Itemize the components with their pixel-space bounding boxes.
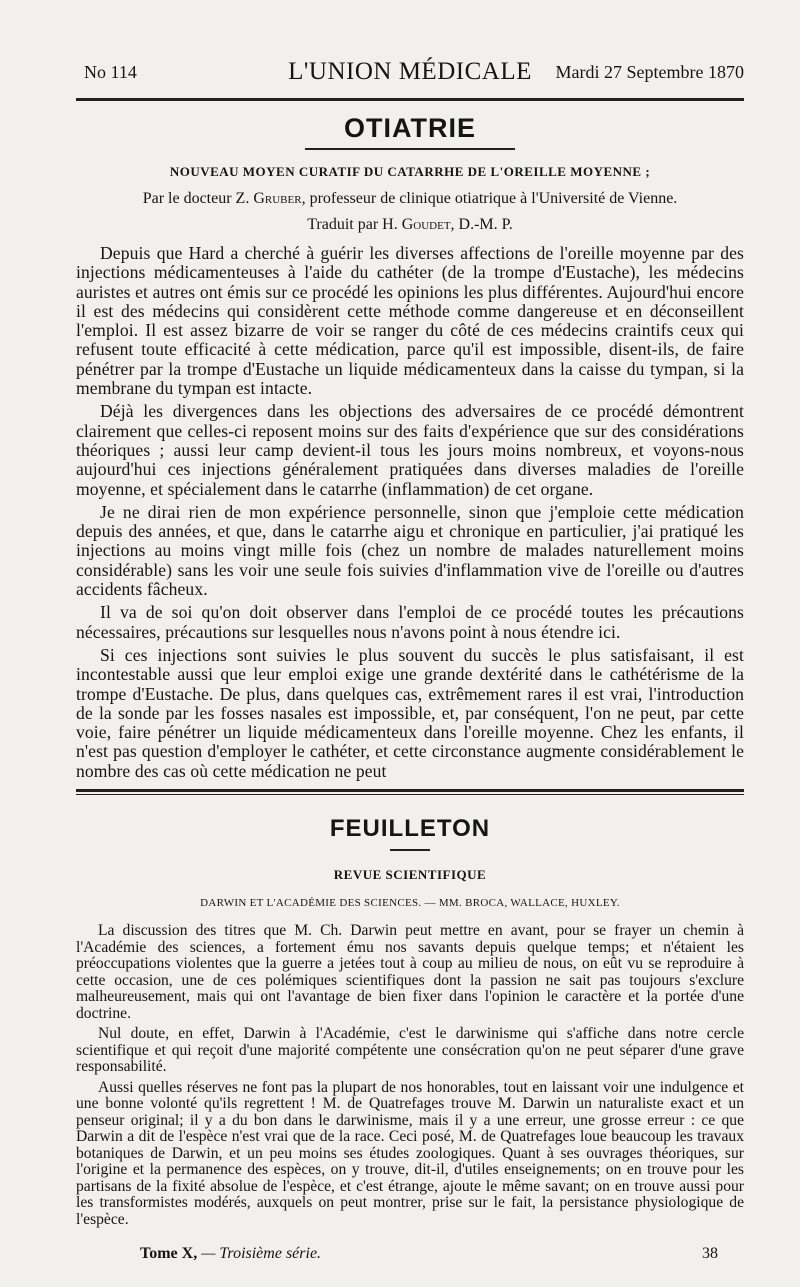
article-translator [76,216,744,234]
issue-date: Mardi 27 Septembre 1870 [555,62,744,82]
article-paragraph: Si ces injections sont suivies le plus souvent du succès le plus satisfaisant, il est incontestable aussi que leur emploi exige une grande dextérité dans le cathétérisme de la trompe d'Eustache. De plus, dans quelques cas, extrêmement rares il est vrai, l'introduction de la sonde par les fosses nasales est impossible, et, par conséquent, l'on ne peut, par cette voie, faire pénétrer un liquide médicamenteux dans l'oreille moyenne. Chez les enfants, il n'est pas question d'employer le cathéter, et cette circonstance augmente considérablement le nombre des cas où cette médication ne peut [76,644,744,781]
article-paragraph: Depuis que Hard a cherché à guérir les diverses affections de l'oreille moyenne par des injections médicamenteuses à l'aide du cathéter (de la trompe d'Eustache), les médecins auristes et autres ont émis sur ce procédé les opinions les plus différentes. Aujourd'hui encore il est des médecins qui considèrent cette méthode comme dangereuse et en déconseillent l'emploi. Il est assez bizarre de voir se ranger du côté de ces médecins craintifs ceux qui refusent toute efficacité à cette médication, parce qu'il est impossible, disent-ils, de faire pénétrer par la trompe d'Eustache un liquide médicamenteux dans la caisse du tympan, si la membrane du tympan est intacte. [76,243,744,399]
issue-number: No 114 [84,62,137,82]
footer-volume-line [140,1245,718,1263]
translator-suffix: , D.-M. P. [450,216,513,233]
masthead [76,58,744,92]
article-paragraph: Il va de soi qu'on doit observer dans l'emploi de ce procédé toutes les précautions nécessaires, précautions sur lesquelles nous n'avons point à nous étendre ici. [76,602,744,642]
footer-series: — Troisième série. [201,1245,322,1262]
section-rule [305,148,515,150]
journal-title: L'UNION MÉDICALE [288,58,532,85]
page-number: 38 [702,1245,718,1262]
footer-volume: Tome X, [140,1245,198,1262]
feuilleton-paragraph: Nul doute, en effet, Darwin à l'Académie, c'est le darwinisme qui s'affiche dans notre cercle scientifique et qui reçoit d'une majorité compétente une consécration qu'on ne peut séparer d'une grave responsabilité. [76,1025,744,1076]
article-paragraph: Je ne dirai rien de mon expérience personnelle, sinon que j'emploie cette médication depuis des années, et que, dans le catarrhe aigu et chronique en particulier, j'ai pratiqué les injections au moins vingt mille fois (chez un nombre de malades naturellement moins considérable) sans les voir une seule fois suivies d'inflammation vive de l'oreille ou d'autres accidents fâcheux. [76,501,744,600]
feuilleton-rule [390,849,430,851]
feuilleton-paragraph: Aussi quelles réserves ne font pas la plupart de nos honorables, tout en laissant voir une indulgence et une bonne volonté qu'ils regrettent ! M. de Quatrefages trouve M. Darwin un naturaliste exact et un penseur original; il y a du bon dans le darwinisme, mais il y a une erreur, une grosse erreur : ce que Darwin a dit de l'espèce n'est vrai que de la race. Ceci posé, M. de Quatrefages loue beaucoup les travaux botaniques de Darwin, et un peu moins ses études zoologiques. Quant à ses ouvrages théoriques, sur l'origine et la permanence des espèces, on y trouve, dit-il, d'utiles enseignements; on en trouve pour les partisans de la fixité absolue de l'espèce, et c'est étrange, ajoute le même savant; on en trouve aussi pour les transformistes modérés, auxquels on peut montrer, prise sur le fait, la persistance physiologique de l'espèce. [76,1078,744,1228]
feuilleton-title: FEUILLETON [329,815,491,843]
feuilleton-subheading: DARWIN ET L'ACADÉMIE DES SCIENCES. — MM. BROCA, WALLACE, HUXLEY. [200,897,620,910]
article-body [76,244,744,781]
feuilleton-paragraph: La discussion des titres que M. Ch. Darwin peut mettre en avant, pour se frayer un chemin à l'Académie des sciences, a fortement ému nos savants depuis quelque temps; et n'étaient les préoccupations violentes que la guerre a jetées tout à coup au milieu de nous, on eût vu se reproduire à cette occasion, une de ces polémiques scientifiques dont la passion ne sait pas toujours s'exclure malheureusement, mais qui ont l'avantage de bien fixer dans l'opinion le caractère et la portée d'une doctrine. [76,922,744,1022]
feuilleton-separator [76,789,744,795]
article-byline [76,190,744,208]
article-paragraph: Déjà les divergences dans les objections des adversaires de ce procédé démontrent clairement que celles-ci reposent moins sur des faits d'expérience que sur des considérations théoriques ; aussi leur camp devient-il tous les jours moins nombreux, et voyons-nous aujourd'hui ces injections généralement pratiquées dans diverses maladies de l'oreille moyenne, et spécialement dans le catarrhe (inflammation) de cet organe. [76,401,744,499]
feuilleton-subtitle: REVUE SCIENTIFIQUE [333,867,487,883]
article-heading: NOUVEAU MOYEN CURATIF DU CATARRHE DE L'OREILLE MOYENNE ; [169,164,651,179]
translator-name: Goudet [401,216,451,233]
masthead-rule [76,98,744,101]
author-name: Gruber [253,190,302,207]
translator-prefix: Traduit par H. [307,216,398,233]
byline-prefix: Par le docteur Z. [142,190,250,207]
section-title: OTIATRIE [344,113,476,143]
feuilleton-body [76,923,744,1228]
page-footer [140,1245,718,1263]
byline-suffix: , professeur de clinique otiatrique à l'Université de Vienne. [301,190,678,207]
